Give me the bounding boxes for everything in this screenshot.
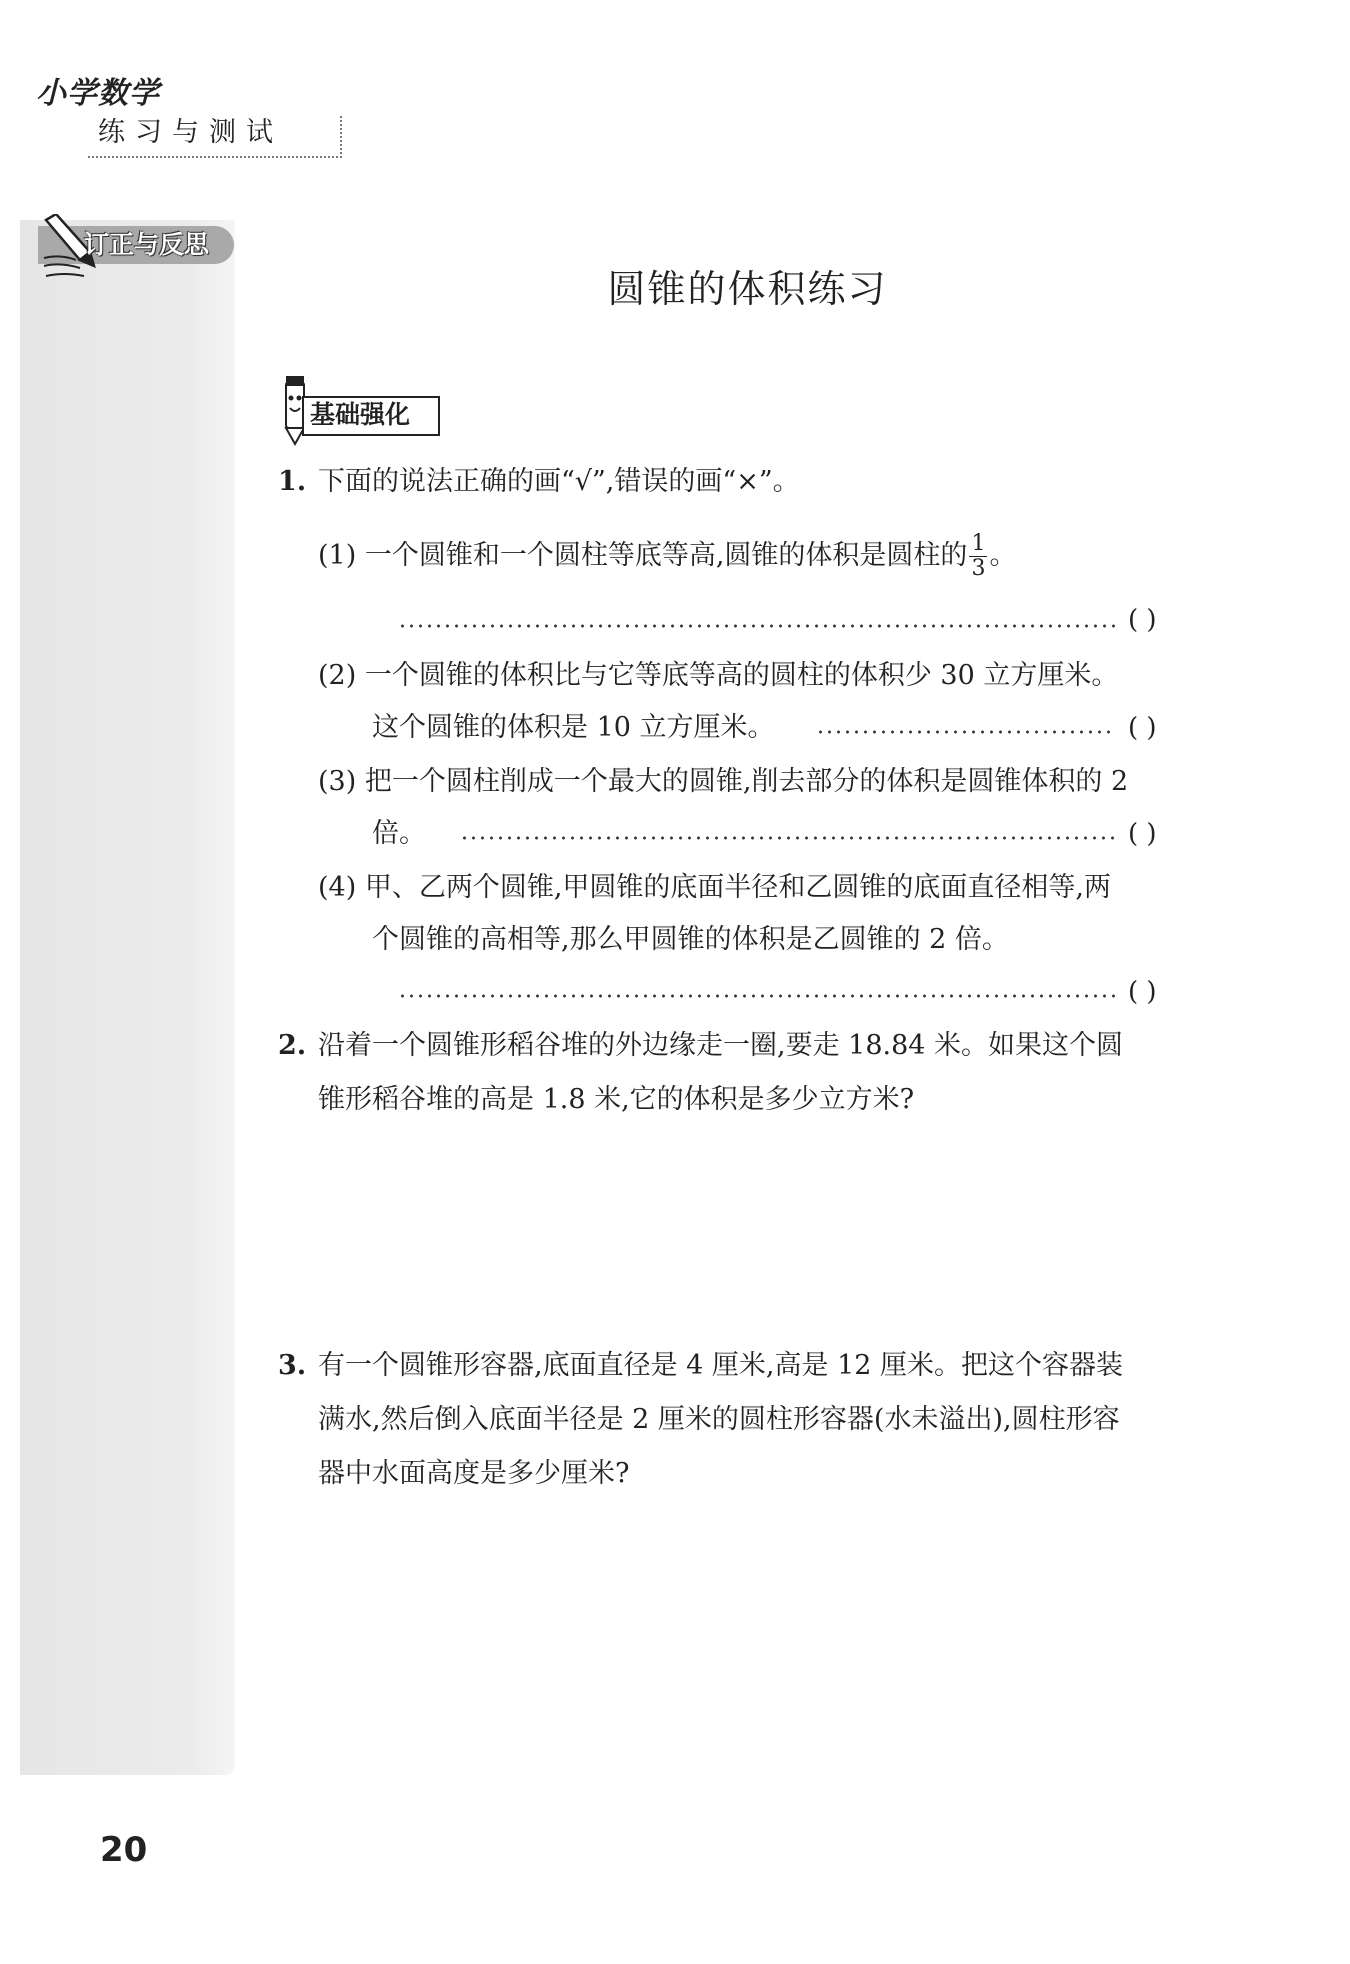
q3-line1: 有一个圆锥形容器,底面直径是 4 厘米,高是 12 厘米。把这个容器装 xyxy=(318,1350,1124,1381)
dot-leader xyxy=(398,994,1116,998)
margin-tab-label: 订正与反思 xyxy=(84,230,210,259)
dot-leader xyxy=(460,836,1116,840)
q1-number: 1. xyxy=(278,466,307,497)
page-number: 20 xyxy=(100,1830,148,1870)
answer-blank-2[interactable]: ( ) xyxy=(1128,713,1157,743)
book-title: 小学数学 xyxy=(36,76,160,111)
fraction-one-third: $\frac{1}{3}$ xyxy=(971,531,986,581)
q1-item-2-line2: 这个圆锥的体积是 10 立方厘米。 xyxy=(372,712,775,743)
book-subtitle: 练习与测试 xyxy=(98,117,283,148)
dot-leader xyxy=(398,624,1116,628)
q3-number: 3. xyxy=(278,1350,307,1381)
q1-item-1-label: (1) xyxy=(318,540,357,571)
q3-line2: 满水,然后倒入底面半径是 2 厘米的圆柱形容器(水未溢出),圆柱形容 xyxy=(318,1404,1120,1435)
q2-line1: 沿着一个圆锥形稻谷堆的外边缘走一圈,要走 18.84 米。如果这个圆 xyxy=(318,1030,1124,1061)
q1-item-4-line1: (4) 甲、乙两个圆锥,甲圆锥的底面半径和乙圆锥的底面直径相等,两 xyxy=(318,872,1112,903)
q2-number: 2. xyxy=(278,1030,307,1061)
section-badge: 基础强化 xyxy=(310,400,411,429)
correction-margin xyxy=(20,220,235,1775)
q1-item-3-line1: (3) 把一个圆柱削成一个最大的圆锥,削去部分的体积是圆锥体积的 2 xyxy=(318,766,1129,797)
q1-item-4-line2: 个圆锥的高相等,那么甲圆锥的体积是乙圆锥的 2 倍。 xyxy=(372,924,1009,955)
q1-item-1-text: 一个圆锥和一个圆柱等底等高,圆锥的体积是圆柱的 xyxy=(364,540,968,571)
q1-item-2-line1: (2) 一个圆锥的体积比与它等底等高的圆柱的体积少 30 立方厘米。 xyxy=(318,660,1119,691)
answer-blank-3[interactable]: ( ) xyxy=(1128,819,1157,849)
q2-line2: 锥形稻谷堆的高是 1.8 米,它的体积是多少立方米? xyxy=(318,1084,915,1115)
answer-blank-1[interactable]: ( ) xyxy=(1128,605,1157,635)
page-title: 圆锥的体积练习 xyxy=(607,267,888,311)
q1-item-3-line2: 倍。 xyxy=(372,818,426,849)
answer-blank-4[interactable]: ( ) xyxy=(1128,977,1157,1007)
dot-leader xyxy=(816,730,1116,734)
q1-item-1: (1) 一个圆锥和一个圆柱等底等高,圆锥的体积是圆柱的 $\frac{1}{3}$ 。 xyxy=(318,531,1017,581)
q1-stem: 下面的说法正确的画“√”,错误的画“×”。 xyxy=(318,466,800,497)
q3-line3: 器中水面高度是多少厘米? xyxy=(318,1458,630,1489)
